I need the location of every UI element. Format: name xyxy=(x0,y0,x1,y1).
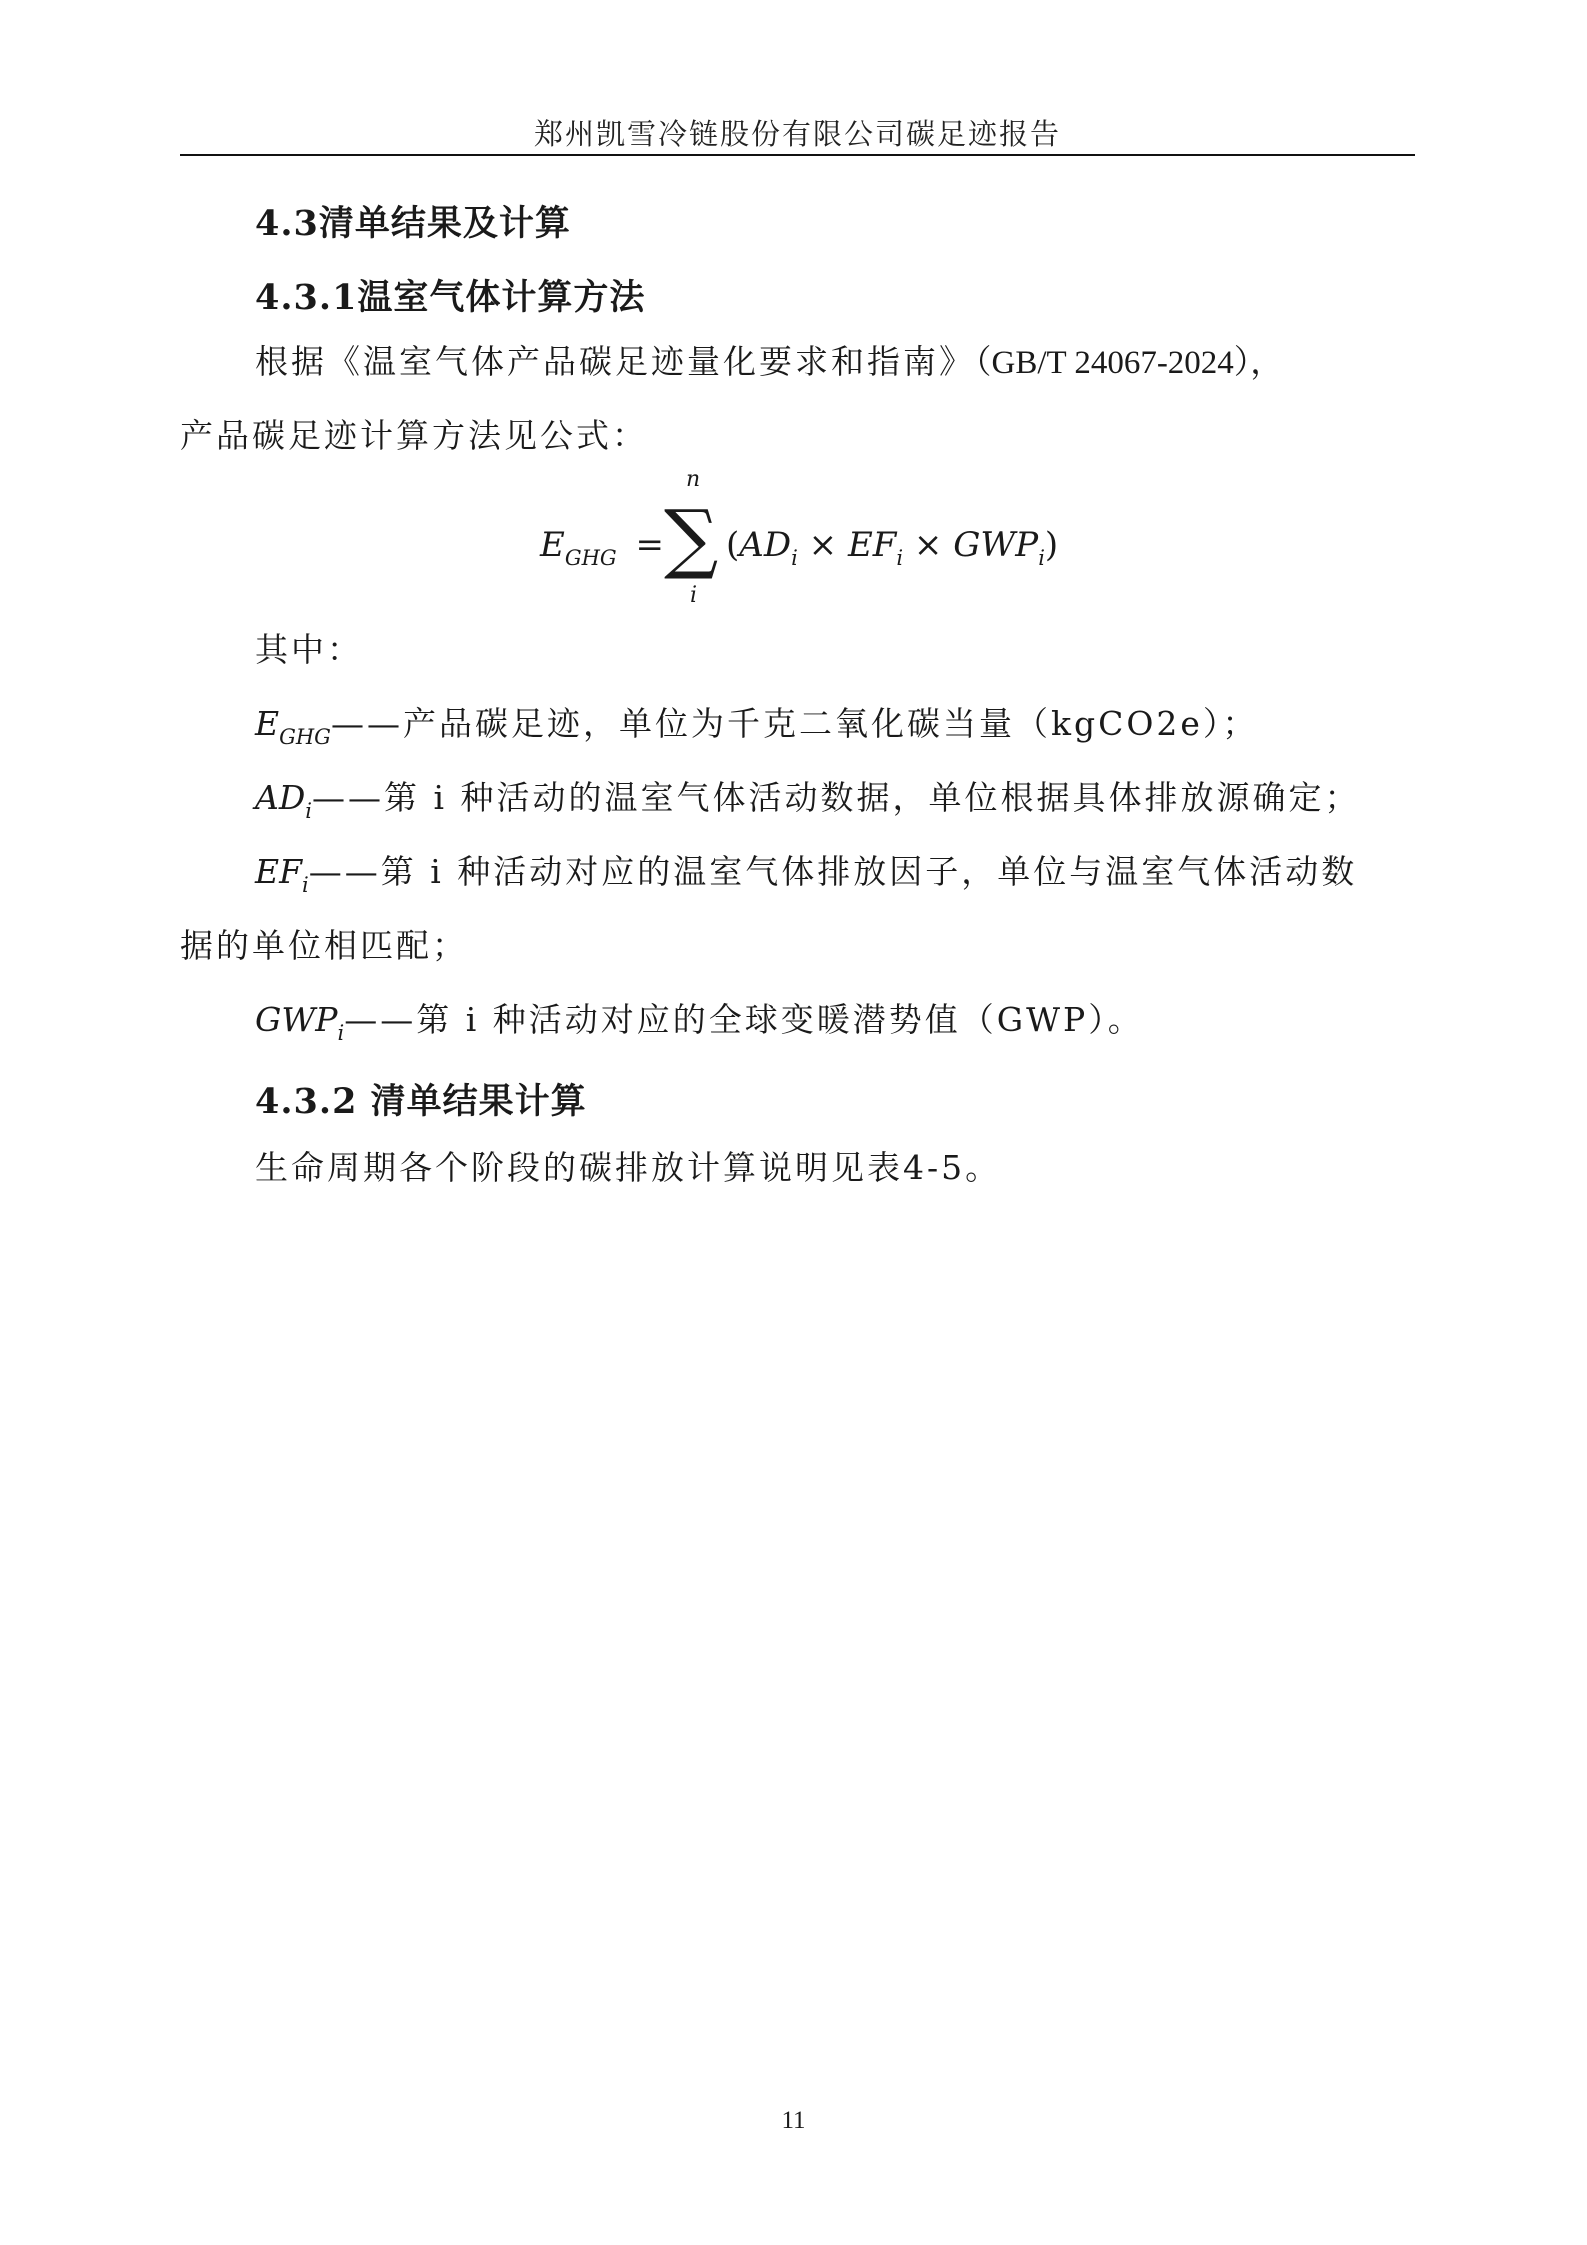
section-heading-4-3-2: 4.3.2 清单结果计算 xyxy=(255,1081,587,1122)
term-ef: EF xyxy=(847,525,897,565)
definition-ef-continued: 据的单位相匹配； xyxy=(180,926,468,965)
def-ef-subscript: i xyxy=(302,873,309,897)
def-gwp-symbol: GWP xyxy=(255,1000,338,1039)
sum-lower-index: i xyxy=(690,583,698,608)
sum-upper-limit: n xyxy=(686,467,701,492)
definition-e-ghg xyxy=(255,704,1259,749)
def-e-text: ——产品碳足迹，单位为千克二氧化碳当量（kgCO2e）； xyxy=(330,704,1259,743)
where-label: 其中： xyxy=(255,630,363,669)
formula-e-subscript: GHG xyxy=(564,546,617,570)
times-operator-2: × xyxy=(913,525,943,565)
def-gwp-text: ——第 i 种活动对应的全球变暖潜势值（GWP）。 xyxy=(344,1000,1144,1039)
intro-paragraph-line-1 xyxy=(255,342,1283,384)
def-e-subscript: GHG xyxy=(279,725,331,749)
definition-ef xyxy=(255,852,1358,897)
formula-lhs xyxy=(540,525,665,570)
results-paragraph: 生命周期各个阶段的碳排放计算说明见表4-5。 xyxy=(255,1148,1002,1187)
definition-ad xyxy=(255,778,1361,823)
def-ad-symbol: AD xyxy=(255,778,306,817)
def-ef-symbol: EF xyxy=(255,852,302,891)
section-heading-4-3-1: 4.3.1温室气体计算方法 xyxy=(255,277,646,318)
definition-gwp xyxy=(255,1000,1144,1045)
page-number: 11 xyxy=(781,2107,806,2134)
term-ad: AD xyxy=(739,525,792,565)
summation-sign: ∑ xyxy=(664,493,719,582)
section-heading-4-3: 4.3清单结果及计算 xyxy=(255,203,571,244)
times-operator-1: × xyxy=(808,525,838,565)
carbon-footprint-formula xyxy=(540,467,1080,615)
intro-paragraph-line-2: 产品碳足迹计算方法见公式： xyxy=(180,416,648,455)
def-ad-subscript: i xyxy=(305,799,313,823)
def-ad-text: ——第 i 种活动的温室气体活动数据，单位根据具体排放源确定； xyxy=(312,778,1361,817)
term-ef-subscript: i xyxy=(896,546,904,570)
intro-text: 根据《温室气体产品碳足迹量化要求和指南》 xyxy=(255,342,975,381)
def-e-symbol: E xyxy=(255,704,280,743)
term-ad-subscript: i xyxy=(791,546,798,570)
open-paren: ( xyxy=(726,525,740,565)
term-gwp: GWP xyxy=(953,525,1039,565)
def-ef-text: ——第 i 种活动对应的温室气体排放因子，单位与温室气体活动数 xyxy=(308,852,1358,891)
close-paren: ) xyxy=(1044,525,1059,565)
def-gwp-subscript: i xyxy=(337,1021,345,1045)
header-divider xyxy=(180,154,1415,156)
standard-reference: （GB/T 24067-2024）， xyxy=(975,345,1284,381)
formula-equals: = xyxy=(635,525,665,565)
running-header: 郑州凯雪冷链股份有限公司碳足迹报告 xyxy=(533,117,1061,151)
term-gwp-subscript: i xyxy=(1038,546,1045,570)
formula-e-symbol: E xyxy=(540,525,565,565)
formula-rhs xyxy=(726,525,1059,570)
